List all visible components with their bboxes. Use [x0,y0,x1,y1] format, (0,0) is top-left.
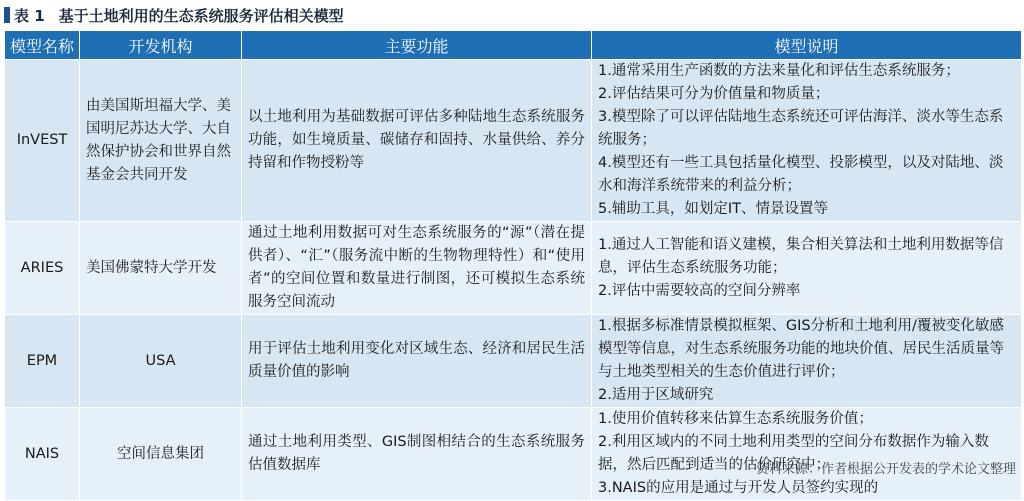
main-function: 以土地利用为基础数据可评估多种陆地生态系统服务功能，如生境质量、碳储存和固持、水量供给、养分持留和作物授粉等 [242,60,592,222]
description-line: 1.使用价值转移来估算生态系统服务价值； [598,411,873,427]
model-description [592,60,1022,222]
model-name: ARIES [5,222,80,315]
header-main-function: 主要功能 [242,31,592,60]
source-note: 资料来源：作者根据公开发表的学术论文整理 [755,462,1016,477]
description-line: 3.模型除了可以评估陆地生态系统还可评估海洋、淡水等生态系统服务； [598,109,1004,148]
models-table [4,30,1022,501]
header-row [5,31,1022,60]
model-name: InVEST [5,60,80,222]
caption-marker [4,7,10,23]
header-model-name: 模型名称 [5,31,80,60]
description-line: 4.模型还有一些工具包括量化模型、投影模型，以及对陆地、淡水和海洋系统带来的利益分析； [598,155,1004,194]
model-name: EPM [5,315,80,408]
developer: 空间信息集团 [80,408,242,501]
description-line: 2.评估中需要较高的空间分辨率 [598,282,801,299]
description-line: 1.通常采用生产函数的方法来量化和评估生态系统服务； [598,63,960,79]
header-developer: 开发机构 [80,31,242,60]
developer: 由美国斯坦福大学、美国明尼苏达大学、大自然保护协会和世界自然基金会共同开发 [80,60,242,222]
main-function: 通过土地利用数据可对生态系统服务的“源”（潜在提供者）、“汇”（服务流中断的生物物理特性）和“使用者”的空间位置和数量进行制图，还可模拟生态系统服务空间流动 [242,222,592,315]
table-title: 基于土地利用的生态系统服务评估相关模型 [58,6,344,25]
main-function: 通过土地利用类型、GIS制图相结合的生态系统服务估值数据库 [242,408,592,501]
description-line: 2.利用区域内的不同土地利用类型的空间分布数据作为输入数据，然后匹配到适当的估价研究中； [598,434,989,473]
model-name: NAIS [5,408,80,501]
description-line: 5.辅助工具，如划定IT、情景设置等 [598,201,828,217]
table-number: 表 1 [14,6,45,25]
table-caption [4,4,344,26]
table-row [5,222,1022,315]
model-description [592,315,1022,408]
table-row [5,408,1022,501]
developer: USA [80,315,242,408]
table-row [5,315,1022,408]
header-model-description: 模型说明 [592,31,1022,60]
description-line: 1.通过人工智能和语义建模，集合相关算法和土地利用数据等信息，评估生态系统服务功能； [598,236,1004,276]
description-line: 1.根据多标准情景模拟框架、GIS分析和土地利用/覆被变化敏感模型等信息，对生态系统服务功能的地块价值、居民生活质量等与土地类型相关的生态价值进行评价； [598,318,1004,380]
description-line: 2.评估结果可分为价值量和物质量； [598,86,830,102]
description-line: 3.NAIS的应用是通过与开发人员签约实现的 [598,480,879,496]
developer: 美国佛蒙特大学开发 [80,222,242,315]
model-description [592,408,1022,501]
description-line: 2.适用于区域研究 [598,387,714,403]
model-description [592,222,1022,315]
main-function: 用于评估土地利用变化对区域生态、经济和居民生活质量价值的影响 [242,315,592,408]
table-row [5,60,1022,222]
